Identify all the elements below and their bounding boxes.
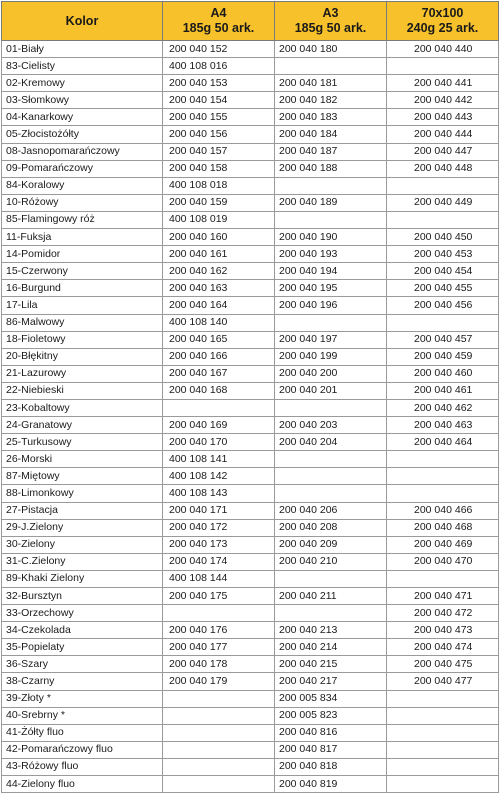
a4-code-cell: 200 040 163: [163, 280, 275, 297]
a4-code-cell: [163, 605, 275, 622]
table-row: [2, 417, 499, 434]
color-name-cell: 05-Złocistożółty: [2, 126, 163, 143]
a4-code-cell: 400 108 018: [163, 177, 275, 194]
big-code-cell: 200 040 469: [387, 536, 499, 553]
big-code-cell: 200 040 461: [387, 382, 499, 399]
color-name-cell: 29-J.Zielony: [2, 519, 163, 536]
color-name-cell: 08-Jasnopomarańczowy: [2, 143, 163, 160]
table-row: [2, 331, 499, 348]
color-name-cell: 04-Kanarkowy: [2, 109, 163, 126]
a3-code-cell: 200 040 204: [275, 434, 387, 451]
table-row: [2, 485, 499, 502]
big-code-cell: 200 040 457: [387, 331, 499, 348]
a4-code-cell: [163, 690, 275, 707]
big-code-cell: 200 040 440: [387, 41, 499, 58]
table-row: [2, 75, 499, 92]
color-name-cell: 18-Fioletowy: [2, 331, 163, 348]
a3-code-cell: [275, 177, 387, 194]
a4-code-cell: 200 040 173: [163, 536, 275, 553]
big-code-cell: [387, 58, 499, 75]
a4-code-cell: 400 108 140: [163, 314, 275, 331]
color-name-cell: 20-Błękitny: [2, 348, 163, 365]
table-row: [2, 776, 499, 793]
table-row: [2, 451, 499, 468]
color-name-cell: 40-Srebrny *: [2, 707, 163, 724]
table-row: [2, 605, 499, 622]
a4-code-cell: 400 108 142: [163, 468, 275, 485]
big-code-cell: 200 040 450: [387, 229, 499, 246]
big-code-cell: [387, 485, 499, 502]
a3-code-cell: 200 040 214: [275, 639, 387, 656]
header-70x100-title: 70x100: [421, 6, 464, 20]
big-code-cell: [387, 758, 499, 775]
big-code-cell: [387, 177, 499, 194]
color-name-cell: 23-Kobaltowy: [2, 399, 163, 416]
a4-code-cell: 200 040 153: [163, 75, 275, 92]
big-code-cell: 200 040 462: [387, 399, 499, 416]
color-name-cell: 10-Różowy: [2, 194, 163, 211]
a4-code-cell: 200 040 166: [163, 348, 275, 365]
color-name-cell: 32-Bursztyn: [2, 588, 163, 605]
a3-code-cell: 200 040 196: [275, 297, 387, 314]
big-code-cell: 200 040 449: [387, 194, 499, 211]
a4-code-cell: 200 040 155: [163, 109, 275, 126]
a3-code-cell: 200 040 213: [275, 622, 387, 639]
color-name-cell: 16-Burgund: [2, 280, 163, 297]
a4-code-cell: 200 040 169: [163, 417, 275, 434]
big-code-cell: 200 040 477: [387, 673, 499, 690]
table-row: [2, 211, 499, 228]
big-code-cell: [387, 724, 499, 741]
table-row: [2, 365, 499, 382]
color-name-cell: 34-Czekolada: [2, 622, 163, 639]
color-name-cell: 11-Fuksja: [2, 229, 163, 246]
a3-code-cell: 200 040 819: [275, 776, 387, 793]
table-header: [2, 2, 499, 41]
a4-code-cell: 200 040 170: [163, 434, 275, 451]
big-code-cell: 200 040 441: [387, 75, 499, 92]
big-code-cell: 200 040 471: [387, 588, 499, 605]
a4-code-cell: 200 040 156: [163, 126, 275, 143]
a4-code-cell: 200 040 154: [163, 92, 275, 109]
header-a4: [163, 2, 275, 41]
a3-code-cell: 200 040 199: [275, 348, 387, 365]
table-row: [2, 502, 499, 519]
color-name-cell: 89-Khaki Zielony: [2, 570, 163, 587]
table-row: [2, 622, 499, 639]
color-name-cell: 36-Szary: [2, 656, 163, 673]
big-code-cell: [387, 690, 499, 707]
color-name-cell: 03-Słomkowy: [2, 92, 163, 109]
color-code-table: [1, 1, 499, 793]
a3-code-cell: 200 040 184: [275, 126, 387, 143]
a4-code-cell: 200 040 165: [163, 331, 275, 348]
table-row: [2, 707, 499, 724]
a3-code-cell: [275, 468, 387, 485]
color-name-cell: 21-Lazurowy: [2, 365, 163, 382]
color-name-cell: 84-Koralowy: [2, 177, 163, 194]
color-name-cell: 39-Złoty *: [2, 690, 163, 707]
a3-code-cell: [275, 314, 387, 331]
a3-code-cell: 200 040 211: [275, 588, 387, 605]
big-code-cell: 200 040 466: [387, 502, 499, 519]
table-row: [2, 160, 499, 177]
big-code-cell: [387, 314, 499, 331]
a3-code-cell: 200 040 217: [275, 673, 387, 690]
a4-code-cell: 200 040 164: [163, 297, 275, 314]
a3-code-cell: 200 005 834: [275, 690, 387, 707]
a4-code-cell: 400 108 141: [163, 451, 275, 468]
big-code-cell: 200 040 453: [387, 246, 499, 263]
color-name-cell: 43-Różowy fluo: [2, 758, 163, 775]
a3-code-cell: 200 040 201: [275, 382, 387, 399]
big-code-cell: 200 040 454: [387, 263, 499, 280]
color-name-cell: 31-C.Zielony: [2, 553, 163, 570]
table-row: [2, 673, 499, 690]
header-a3-title: A3: [322, 6, 339, 20]
a3-code-cell: 200 005 823: [275, 707, 387, 724]
big-code-cell: 200 040 444: [387, 126, 499, 143]
a4-code-cell: 200 040 160: [163, 229, 275, 246]
color-name-cell: 86-Malwowy: [2, 314, 163, 331]
a3-code-cell: 200 040 194: [275, 263, 387, 280]
color-name-cell: 25-Turkusowy: [2, 434, 163, 451]
big-code-cell: [387, 707, 499, 724]
a3-code-cell: [275, 570, 387, 587]
a3-code-cell: 200 040 181: [275, 75, 387, 92]
a3-code-cell: 200 040 187: [275, 143, 387, 160]
big-code-cell: 200 040 472: [387, 605, 499, 622]
table-row: [2, 434, 499, 451]
a4-code-cell: [163, 707, 275, 724]
a4-code-cell: 200 040 178: [163, 656, 275, 673]
table-body: [2, 41, 499, 793]
a3-code-cell: 200 040 195: [275, 280, 387, 297]
big-code-cell: [387, 776, 499, 793]
a4-code-cell: [163, 399, 275, 416]
color-name-cell: 41-Żółty fluo: [2, 724, 163, 741]
table-row: [2, 690, 499, 707]
big-code-cell: [387, 451, 499, 468]
a4-code-cell: 200 040 171: [163, 502, 275, 519]
color-name-cell: 83-Cielisty: [2, 58, 163, 75]
table-row: [2, 519, 499, 536]
header-a4-sub: 185g 50 ark.: [182, 21, 255, 35]
table-row: [2, 263, 499, 280]
color-name-cell: 27-Pistacja: [2, 502, 163, 519]
big-code-cell: [387, 570, 499, 587]
color-name-cell: 26-Morski: [2, 451, 163, 468]
color-name-cell: 35-Popielaty: [2, 639, 163, 656]
a4-code-cell: 400 108 143: [163, 485, 275, 502]
a4-code-cell: 200 040 152: [163, 41, 275, 58]
big-code-cell: 200 040 447: [387, 143, 499, 160]
a4-code-cell: [163, 776, 275, 793]
color-name-cell: 24-Granatowy: [2, 417, 163, 434]
header-a3: [275, 2, 387, 41]
table-row: [2, 177, 499, 194]
big-code-cell: 200 040 443: [387, 109, 499, 126]
a3-code-cell: 200 040 203: [275, 417, 387, 434]
color-name-cell: 14-Pomidor: [2, 246, 163, 263]
big-code-cell: 200 040 448: [387, 160, 499, 177]
table-row: [2, 553, 499, 570]
header-row: [2, 2, 499, 41]
a4-code-cell: 200 040 161: [163, 246, 275, 263]
table-row: [2, 92, 499, 109]
a4-code-cell: 200 040 167: [163, 365, 275, 382]
table-row: [2, 109, 499, 126]
big-code-cell: 200 040 470: [387, 553, 499, 570]
table-row: [2, 536, 499, 553]
a3-code-cell: 200 040 215: [275, 656, 387, 673]
a3-code-cell: 200 040 189: [275, 194, 387, 211]
a3-code-cell: [275, 485, 387, 502]
big-code-cell: 200 040 468: [387, 519, 499, 536]
big-code-cell: 200 040 456: [387, 297, 499, 314]
color-name-cell: 02-Kremowy: [2, 75, 163, 92]
a3-code-cell: 200 040 193: [275, 246, 387, 263]
a3-code-cell: 200 040 210: [275, 553, 387, 570]
table-row: [2, 194, 499, 211]
a3-code-cell: [275, 58, 387, 75]
a3-code-cell: 200 040 817: [275, 741, 387, 758]
big-code-cell: 200 040 475: [387, 656, 499, 673]
color-name-cell: 17-Lila: [2, 297, 163, 314]
header-70x100-sub: 240g 25 ark.: [406, 21, 479, 35]
table-row: [2, 382, 499, 399]
big-code-cell: 200 040 463: [387, 417, 499, 434]
a3-code-cell: [275, 605, 387, 622]
a3-code-cell: 200 040 209: [275, 536, 387, 553]
big-code-cell: [387, 741, 499, 758]
a4-code-cell: 200 040 174: [163, 553, 275, 570]
a4-code-cell: 200 040 179: [163, 673, 275, 690]
color-name-cell: 88-Limonkowy: [2, 485, 163, 502]
a4-code-cell: 200 040 158: [163, 160, 275, 177]
color-name-cell: 01-Biały: [2, 41, 163, 58]
a3-code-cell: [275, 399, 387, 416]
table-row: [2, 656, 499, 673]
color-name-cell: 22-Niebieski: [2, 382, 163, 399]
big-code-cell: [387, 211, 499, 228]
a3-code-cell: 200 040 200: [275, 365, 387, 382]
table-row: [2, 41, 499, 58]
header-kolor: Kolor: [2, 2, 163, 41]
a3-code-cell: 200 040 190: [275, 229, 387, 246]
a4-code-cell: 400 108 144: [163, 570, 275, 587]
table-row: [2, 314, 499, 331]
header-a4-title: A4: [210, 6, 227, 20]
a4-code-cell: 200 040 157: [163, 143, 275, 160]
a3-code-cell: 200 040 818: [275, 758, 387, 775]
a4-code-cell: [163, 724, 275, 741]
table-row: [2, 58, 499, 75]
table-row: [2, 758, 499, 775]
big-code-cell: 200 040 464: [387, 434, 499, 451]
table-row: [2, 724, 499, 741]
a4-code-cell: 200 040 162: [163, 263, 275, 280]
color-name-cell: 38-Czarny: [2, 673, 163, 690]
big-code-cell: 200 040 460: [387, 365, 499, 382]
table-row: [2, 126, 499, 143]
table-row: [2, 588, 499, 605]
header-a3-sub: 185g 50 ark.: [294, 21, 367, 35]
color-name-cell: 85-Flamingowy róż: [2, 211, 163, 228]
a4-code-cell: 200 040 175: [163, 588, 275, 605]
table-row: [2, 229, 499, 246]
table-row: [2, 143, 499, 160]
color-name-cell: 87-Miętowy: [2, 468, 163, 485]
a3-code-cell: 200 040 183: [275, 109, 387, 126]
a3-code-cell: 200 040 197: [275, 331, 387, 348]
a4-code-cell: 200 040 159: [163, 194, 275, 211]
table-row: [2, 280, 499, 297]
big-code-cell: 200 040 459: [387, 348, 499, 365]
color-name-cell: 42-Pomarańczowy fluo: [2, 741, 163, 758]
big-code-cell: 200 040 455: [387, 280, 499, 297]
a3-code-cell: [275, 451, 387, 468]
table-row: [2, 741, 499, 758]
table-row: [2, 297, 499, 314]
a3-code-cell: 200 040 182: [275, 92, 387, 109]
a4-code-cell: 200 040 176: [163, 622, 275, 639]
color-name-cell: 44-Zielony fluo: [2, 776, 163, 793]
table-row: [2, 399, 499, 416]
a4-code-cell: 400 108 016: [163, 58, 275, 75]
a4-code-cell: 200 040 172: [163, 519, 275, 536]
a3-code-cell: 200 040 188: [275, 160, 387, 177]
a4-code-cell: 200 040 177: [163, 639, 275, 656]
big-code-cell: 200 040 442: [387, 92, 499, 109]
a3-code-cell: 200 040 180: [275, 41, 387, 58]
color-name-cell: 09-Pomarańczowy: [2, 160, 163, 177]
big-code-cell: [387, 468, 499, 485]
table-row: [2, 348, 499, 365]
color-name-cell: 33-Orzechowy: [2, 605, 163, 622]
color-name-cell: 30-Zielony: [2, 536, 163, 553]
a3-code-cell: 200 040 206: [275, 502, 387, 519]
a3-code-cell: 200 040 816: [275, 724, 387, 741]
header-70x100: [387, 2, 499, 41]
a3-code-cell: [275, 211, 387, 228]
a4-code-cell: 200 040 168: [163, 382, 275, 399]
table-row: [2, 639, 499, 656]
a3-code-cell: 200 040 208: [275, 519, 387, 536]
table-row: [2, 468, 499, 485]
color-name-cell: 15-Czerwony: [2, 263, 163, 280]
big-code-cell: 200 040 473: [387, 622, 499, 639]
a4-code-cell: [163, 741, 275, 758]
a4-code-cell: 400 108 019: [163, 211, 275, 228]
a4-code-cell: [163, 758, 275, 775]
table-row: [2, 570, 499, 587]
big-code-cell: 200 040 474: [387, 639, 499, 656]
table-row: [2, 246, 499, 263]
